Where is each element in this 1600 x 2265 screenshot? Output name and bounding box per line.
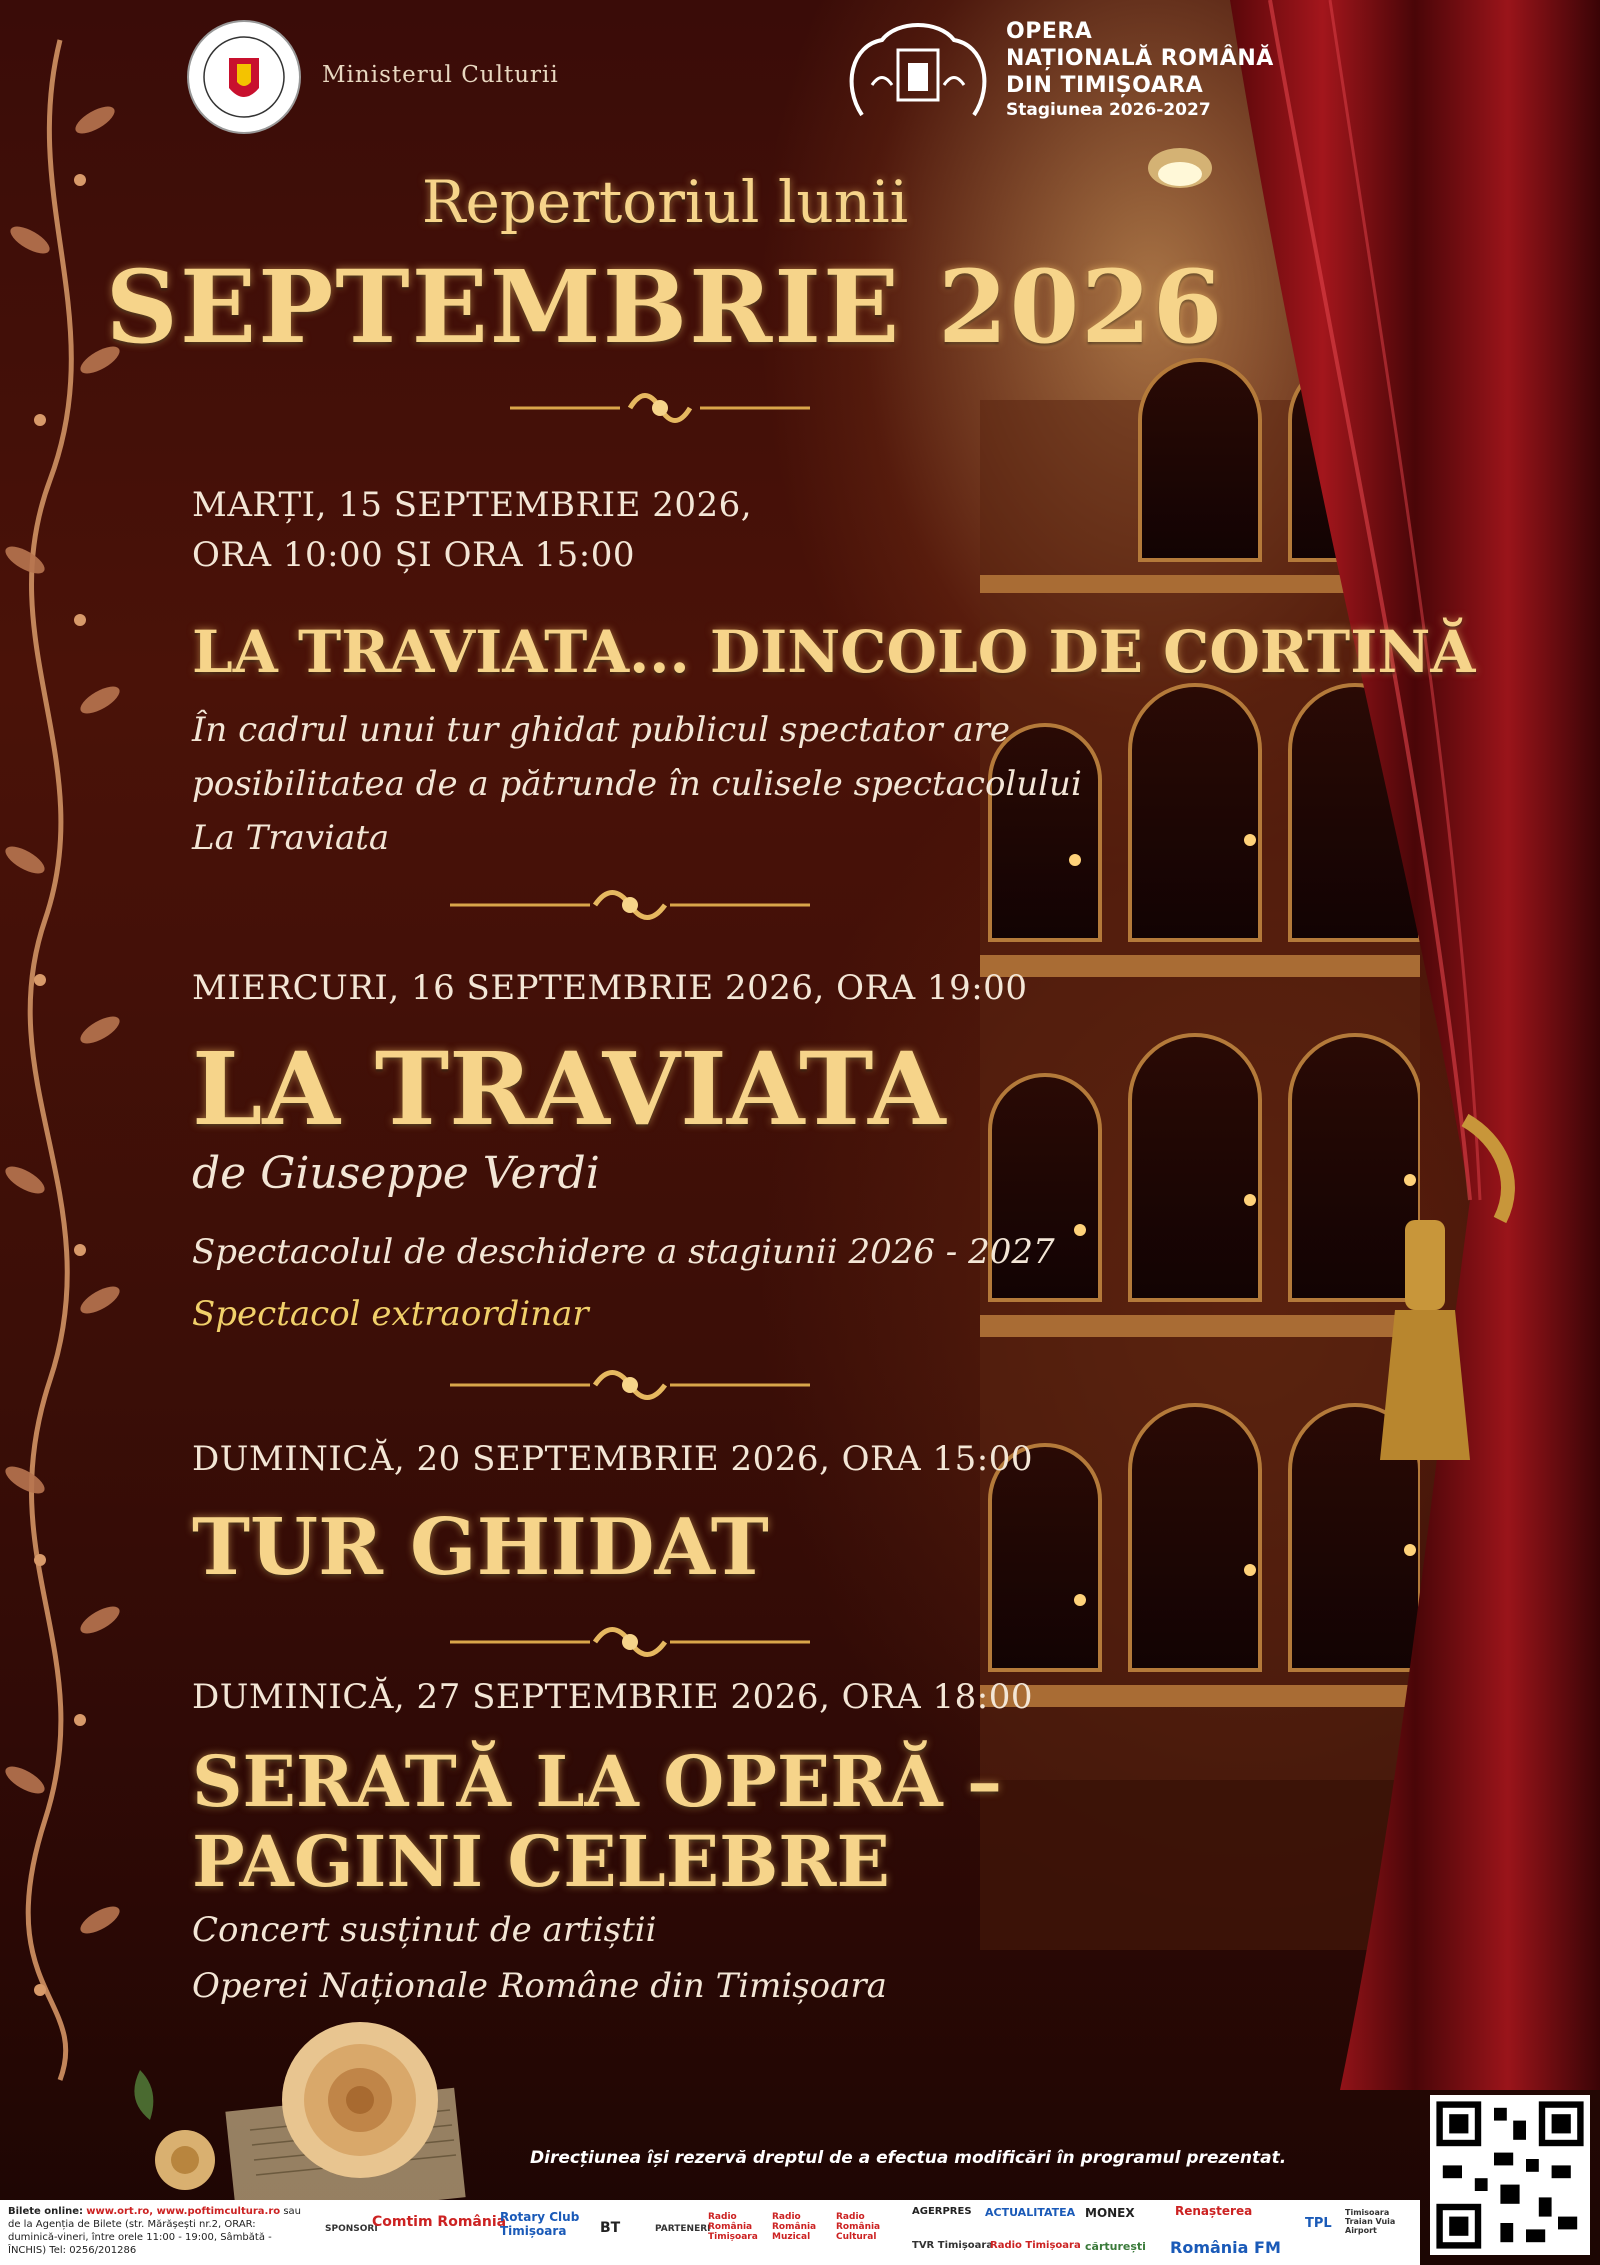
- ticket-info: [8, 2205, 308, 2257]
- ticket-info-label: Bilete online:: [8, 2206, 84, 2217]
- event-2-date: MIERCURI, 16 SEPTEMBRIE 2026, ORA 19:00: [192, 968, 1028, 1008]
- sponsor-logo: Rotary Club Timișoara: [500, 2210, 580, 2238]
- partner-logo: TPL: [1305, 2216, 1332, 2231]
- event-1-title: LA TRAVIATA... DINCOLO DE CORTINĂ: [192, 618, 1476, 686]
- ornament-divider: [440, 875, 820, 935]
- rose-decoration: [110, 2010, 470, 2210]
- event-2-note: Spectacol extraordinar: [192, 1294, 589, 1334]
- event-1-desc-2: posibilitatea de a pătrunde în culisele spectacolului: [192, 764, 1082, 804]
- ornament-divider: [500, 378, 820, 438]
- event-2-composer: de Giuseppe Verdi: [192, 1148, 600, 1199]
- partner-logo: TVR Timișoara: [912, 2240, 994, 2251]
- disclaimer: Direcțiunea își rezervă dreptul de a efectua modificări în programul prezentat.: [530, 2148, 1287, 2168]
- event-3-date: DUMINICĂ, 20 SEPTEMBRIE 2026, ORA 15:00: [192, 1439, 1033, 1479]
- event-1-desc-3: La Traviata: [192, 818, 390, 858]
- opera-building-logo: [842, 15, 994, 135]
- partner-logo: cărturești: [1085, 2240, 1146, 2253]
- page-title: SEPTEMBRIE 2026: [105, 248, 1225, 366]
- partner-logo: Radio România Cultural: [836, 2212, 881, 2242]
- partner-logo: Radio România Timișoara: [708, 2212, 758, 2242]
- event-4-desc-1: Concert susținut de artiștii: [192, 1910, 657, 1950]
- season-label: Stagiunea 2026-2027: [1006, 100, 1211, 120]
- partner-logo: Radio Timișoara: [990, 2240, 1081, 2251]
- ticket-info-details: sau de la Agenția de Bilete (str. Mărășești nr.2, ORAR: duminică-vineri, între orele 11:00 - 19:00, Sâmbătă - ÎNCHIS) Tel: 0256/201286: [8, 2206, 301, 2256]
- partner-logo: România FM: [1170, 2238, 1281, 2257]
- event-4-title-2: PAGINI CELEBRE: [192, 1820, 890, 1903]
- opera-line-3: DIN TIMIȘOARA: [1006, 73, 1204, 98]
- event-1-date: MARȚI, 15 SEPTEMBRIE 2026,: [192, 485, 753, 525]
- ornament-divider: [440, 1612, 820, 1672]
- sponsors-label: SPONSORI: [325, 2224, 378, 2234]
- government-seal-logo: [185, 18, 303, 136]
- partner-logo: Radio România Muzical: [772, 2212, 817, 2242]
- opera-line-2: NAȚIONALĂ ROMÂNĂ: [1006, 46, 1274, 71]
- event-1-time: ORA 10:00 ȘI ORA 15:00: [192, 535, 635, 575]
- event-4-date: DUMINICĂ, 27 SEPTEMBRIE 2026, ORA 18:00: [192, 1677, 1033, 1717]
- event-4-title-1: SERATĂ LA OPERĂ –: [192, 1740, 1003, 1823]
- opera-name: [1006, 18, 1274, 121]
- event-2-desc: Spectacolul de deschidere a stagiunii 2026 - 2027: [192, 1232, 1055, 1272]
- event-1-desc-1: În cadrul unui tur ghidat publicul spectator are: [192, 710, 1011, 750]
- partner-logo: ACTUALITATEA: [985, 2206, 1076, 2219]
- opera-line-1: OPERA: [1006, 19, 1093, 44]
- qr-code[interactable]: [1430, 2095, 1590, 2255]
- sponsor-logo: BT: [600, 2220, 621, 2236]
- event-2-title: LA TRAVIATA: [192, 1030, 946, 1148]
- ministry-name: Ministerul Culturii: [322, 62, 559, 88]
- partners-label: PARTENERI: [655, 2224, 711, 2234]
- partner-logo: AGERPRES: [912, 2206, 972, 2217]
- partner-logo: Timisoara Traian Vuia Airport: [1345, 2208, 1396, 2235]
- subtitle: Repertoriul lunii: [421, 168, 909, 236]
- partner-logo: MONEX: [1085, 2206, 1135, 2220]
- footer-sponsors: [0, 2200, 1420, 2265]
- ticket-links[interactable]: www.ort.ro, www.poftimcultura.ro: [86, 2206, 281, 2217]
- ornament-divider: [440, 1355, 820, 1415]
- sponsor-logo: Comtim România: [372, 2214, 507, 2230]
- event-4-desc-2: Operei Naționale Române din Timișoara: [192, 1966, 887, 2006]
- partner-logo: Renașterea: [1175, 2204, 1253, 2218]
- event-3-title: TUR GHIDAT: [192, 1502, 769, 1593]
